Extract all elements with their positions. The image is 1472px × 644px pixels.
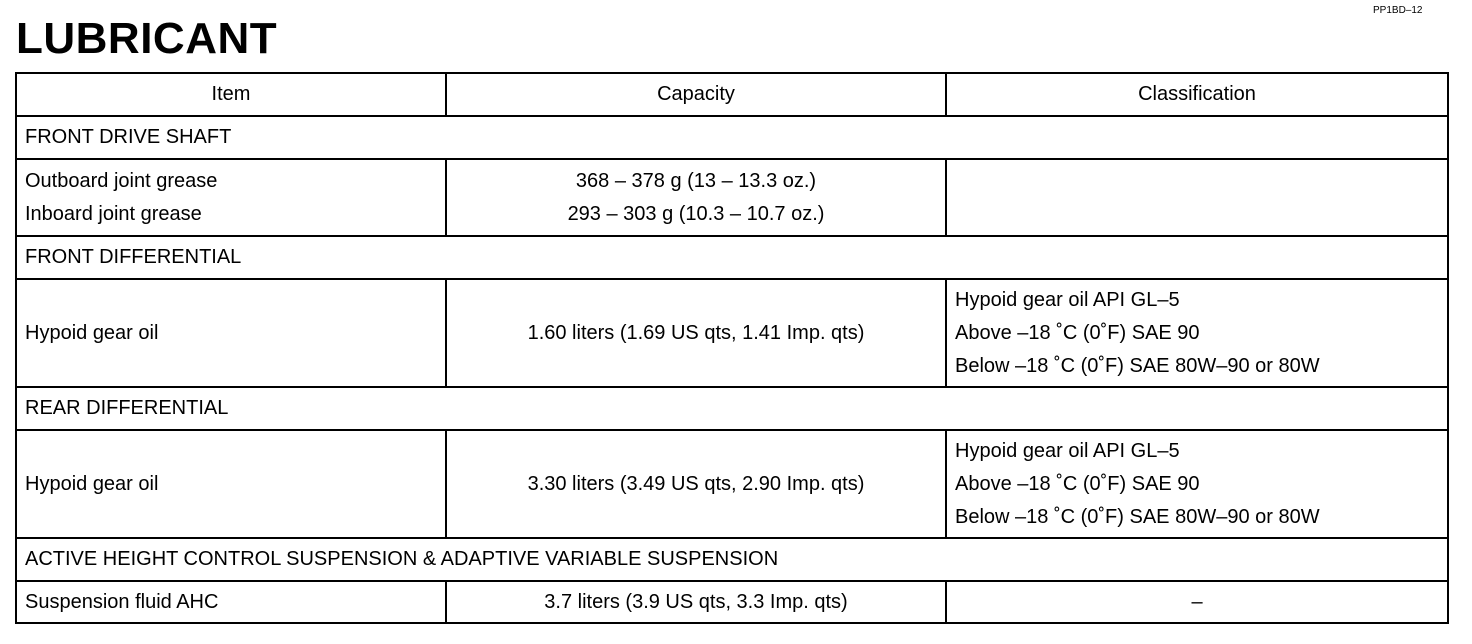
table-row — [16, 159, 1448, 236]
capacity-value: 3.7 liters (3.9 US qts, 3.3 Imp. qts) — [544, 590, 848, 613]
item-cell — [16, 430, 446, 538]
classification-cell — [946, 279, 1448, 387]
item-name: Suspension fluid AHC — [25, 590, 219, 613]
item-name: Hypoid gear oil — [25, 472, 159, 495]
section-row — [16, 387, 1448, 430]
capacity-cell — [446, 430, 946, 538]
classification-cell — [946, 581, 1448, 623]
section-row — [16, 236, 1448, 279]
item-cell — [16, 581, 446, 623]
capacity-value: 368 – 378 g (13 – 13.3 oz.) — [575, 169, 817, 192]
item-name: Outboard joint grease — [25, 169, 218, 192]
section-title: REAR DIFFERENTIAL — [16, 387, 1448, 430]
classification-line: Above –18 ˚C (0˚F) SAE 90 — [955, 472, 1200, 495]
section-row — [16, 538, 1448, 581]
page-title: LUBRICANT — [16, 14, 278, 63]
classification-cell — [946, 430, 1448, 538]
table-header-row — [16, 73, 1448, 116]
classification-cell — [946, 159, 1448, 236]
classification-line: Hypoid gear oil API GL–5 — [955, 288, 1180, 311]
header-capacity: Capacity — [446, 73, 946, 116]
section-row — [16, 116, 1448, 159]
item-cell — [16, 279, 446, 387]
capacity-cell — [446, 279, 946, 387]
classification-line: Below –18 ˚C (0˚F) SAE 80W–90 or 80W — [955, 354, 1320, 377]
classification-line: – — [1191, 590, 1203, 613]
table-row — [16, 430, 1448, 538]
table-row — [16, 581, 1448, 623]
table-row — [16, 279, 1448, 387]
lubricant-table — [15, 72, 1449, 624]
classification-line: Above –18 ˚C (0˚F) SAE 90 — [955, 321, 1200, 344]
document-code: PP1BD–12 — [1373, 5, 1423, 16]
header-item: Item — [16, 73, 446, 116]
capacity-cell — [446, 581, 946, 623]
item-cell — [16, 159, 446, 236]
capacity-value: 1.60 liters (1.69 US qts, 1.41 Imp. qts) — [527, 321, 865, 344]
classification-line: Below –18 ˚C (0˚F) SAE 80W–90 or 80W — [955, 505, 1320, 528]
item-name: Hypoid gear oil — [25, 321, 159, 344]
classification-line: Hypoid gear oil API GL–5 — [955, 439, 1180, 462]
section-title: FRONT DIFFERENTIAL — [16, 236, 1448, 279]
item-name: Inboard joint grease — [25, 202, 202, 225]
capacity-cell — [446, 159, 946, 236]
capacity-value: 3.30 liters (3.49 US qts, 2.90 Imp. qts) — [527, 472, 865, 495]
section-title: ACTIVE HEIGHT CONTROL SUSPENSION & ADAPTIVE VARIABLE SUSPENSION — [16, 538, 1448, 581]
header-classification: Classification — [946, 73, 1448, 116]
section-title: FRONT DRIVE SHAFT — [16, 116, 1448, 159]
capacity-value: 293 – 303 g (10.3 – 10.7 oz.) — [567, 202, 825, 225]
